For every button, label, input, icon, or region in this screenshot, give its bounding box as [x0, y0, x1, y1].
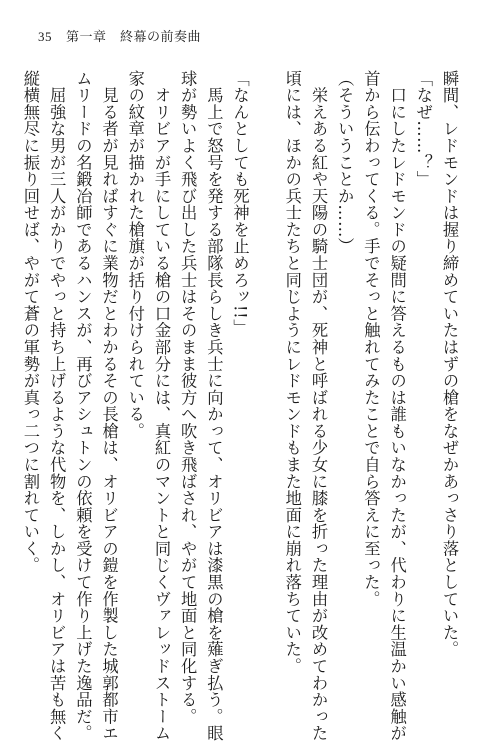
text-line: 「なぜ……？」 [413, 70, 433, 188]
text-line: 球が勢いよく飛び出した兵士はそのまま彼方へ吹き飛ばされ、やがて地面と同化する。 [178, 70, 198, 725]
text-line: 口にしたレドモンドの疑問に答えるものは誰もいなかったが、代わりに生温かい感触が [387, 70, 407, 742]
text-line: 頃には、ほかの兵士たちと同じようにレドモンドもまた地面に崩れ落ちていた。 [282, 70, 302, 675]
text-line: 「なんとしても死神を止めろッ!!」 [230, 70, 250, 336]
text-line: 瞬間、レドモンドは握り締めていたはずの槍をなぜかあっさり落としていた。 [440, 70, 459, 658]
text-line: 家の紋章が描かれた槍旗が括り付けられている。 [125, 70, 145, 440]
text-line: （そういうことか……） [335, 70, 355, 255]
vertical-body-text [17, 70, 462, 742]
text-line: 見る者が見ればすぐに業物だとわかるその長槍は、オリビアの鎧を作製した城郭都市エ [99, 70, 119, 742]
text-line: オリビアが手にしている槍の口金部分には、真紅のマントと同じくヴァレッドストーム [151, 70, 171, 742]
text-line: 屈強な男が三人がかりでやっと持ち上げるような代物を、しかし、オリビアは苦も無く [47, 70, 67, 742]
chapter-title: 第一章 終幕の前奏曲 [66, 30, 202, 45]
text-line: 縦横無尽に振り回せば、やがて蒼の軍勢が真っ二つに割れていく。 [20, 70, 40, 574]
text-line: 首から伝わってくる。手でそっと触れてみたことで自ら答えに至った。 [361, 70, 381, 608]
text-line: ムリードの名鍛冶師であるハンスが、再びアシュトンの依頼を受けて作り上げた逸品だ。 [73, 70, 93, 742]
page-header [38, 26, 201, 45]
paragraph-gap [253, 70, 279, 670]
page-number: 35 [38, 29, 52, 44]
text-line: 馬上で怒号を発する部隊長らしき兵士に向かって、オリビアは漆黒の槍を薙ぎ払う。眼 [204, 70, 224, 742]
text-line: 栄えある紅や天陽の騎士団が、死神と呼ばれる少女に膝を折った理由が改めてわかった [308, 70, 328, 742]
